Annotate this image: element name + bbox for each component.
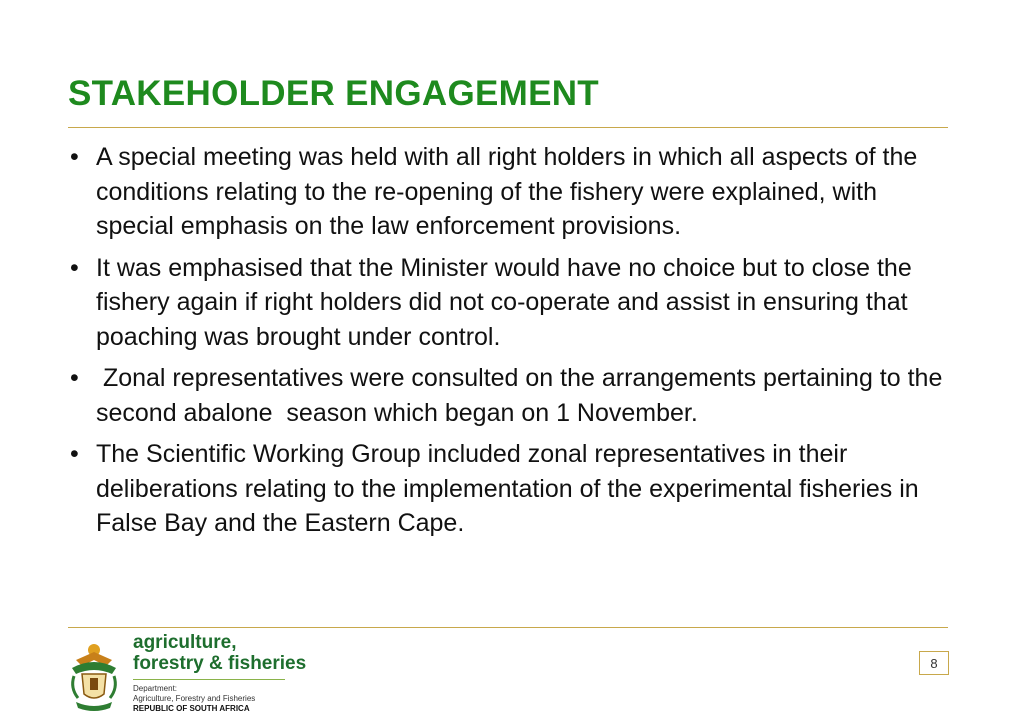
page-number: 8	[919, 651, 949, 675]
footer-divider	[68, 627, 948, 628]
page-title: STAKEHOLDER ENGAGEMENT	[68, 74, 599, 113]
bullet-item	[70, 251, 950, 355]
bullet-marker: •	[70, 364, 79, 392]
country-name: REPUBLIC OF SOUTH AFRICA	[133, 704, 250, 713]
title-divider	[68, 127, 948, 128]
bullet-list	[70, 140, 950, 548]
brand-line-1: agriculture,	[133, 632, 237, 653]
bullet-text: Zonal representatives were consulted on the arrangements pertaining to the second abalone season which began on 1 November.	[96, 364, 950, 427]
dept-label: Department:	[133, 684, 178, 693]
bullet-marker: •	[70, 253, 79, 282]
bullet-text: A special meeting was held with all right holders in which all aspects of the conditions relating to the re-opening of the fishery were explained, with special emphasis on the law enforcement provisions.	[96, 143, 918, 240]
bullet-item	[70, 437, 950, 541]
bullet-marker: •	[70, 143, 79, 171]
bullet-marker: •	[70, 440, 79, 468]
dept-name: Agriculture, Forestry and Fisheries	[133, 694, 256, 703]
coat-of-arms-icon	[66, 640, 122, 714]
brand-line-2: forestry & fisheries	[133, 653, 307, 674]
bullet-text: The Scientific Working Group included zonal representatives in their deliberations relating to the implementation of the experimental fisheries in False Bay and the Eastern Cape.	[96, 440, 919, 537]
bullet-item	[70, 140, 950, 244]
brand-divider	[133, 679, 285, 680]
bullet-item	[70, 361, 950, 430]
department-brand	[133, 633, 306, 714]
bullet-text: It was emphasised that the Minister would have no choice but to close the fishery again if right holders did not co-operate and assist in ensuring that poaching was brought under control.	[96, 253, 912, 351]
